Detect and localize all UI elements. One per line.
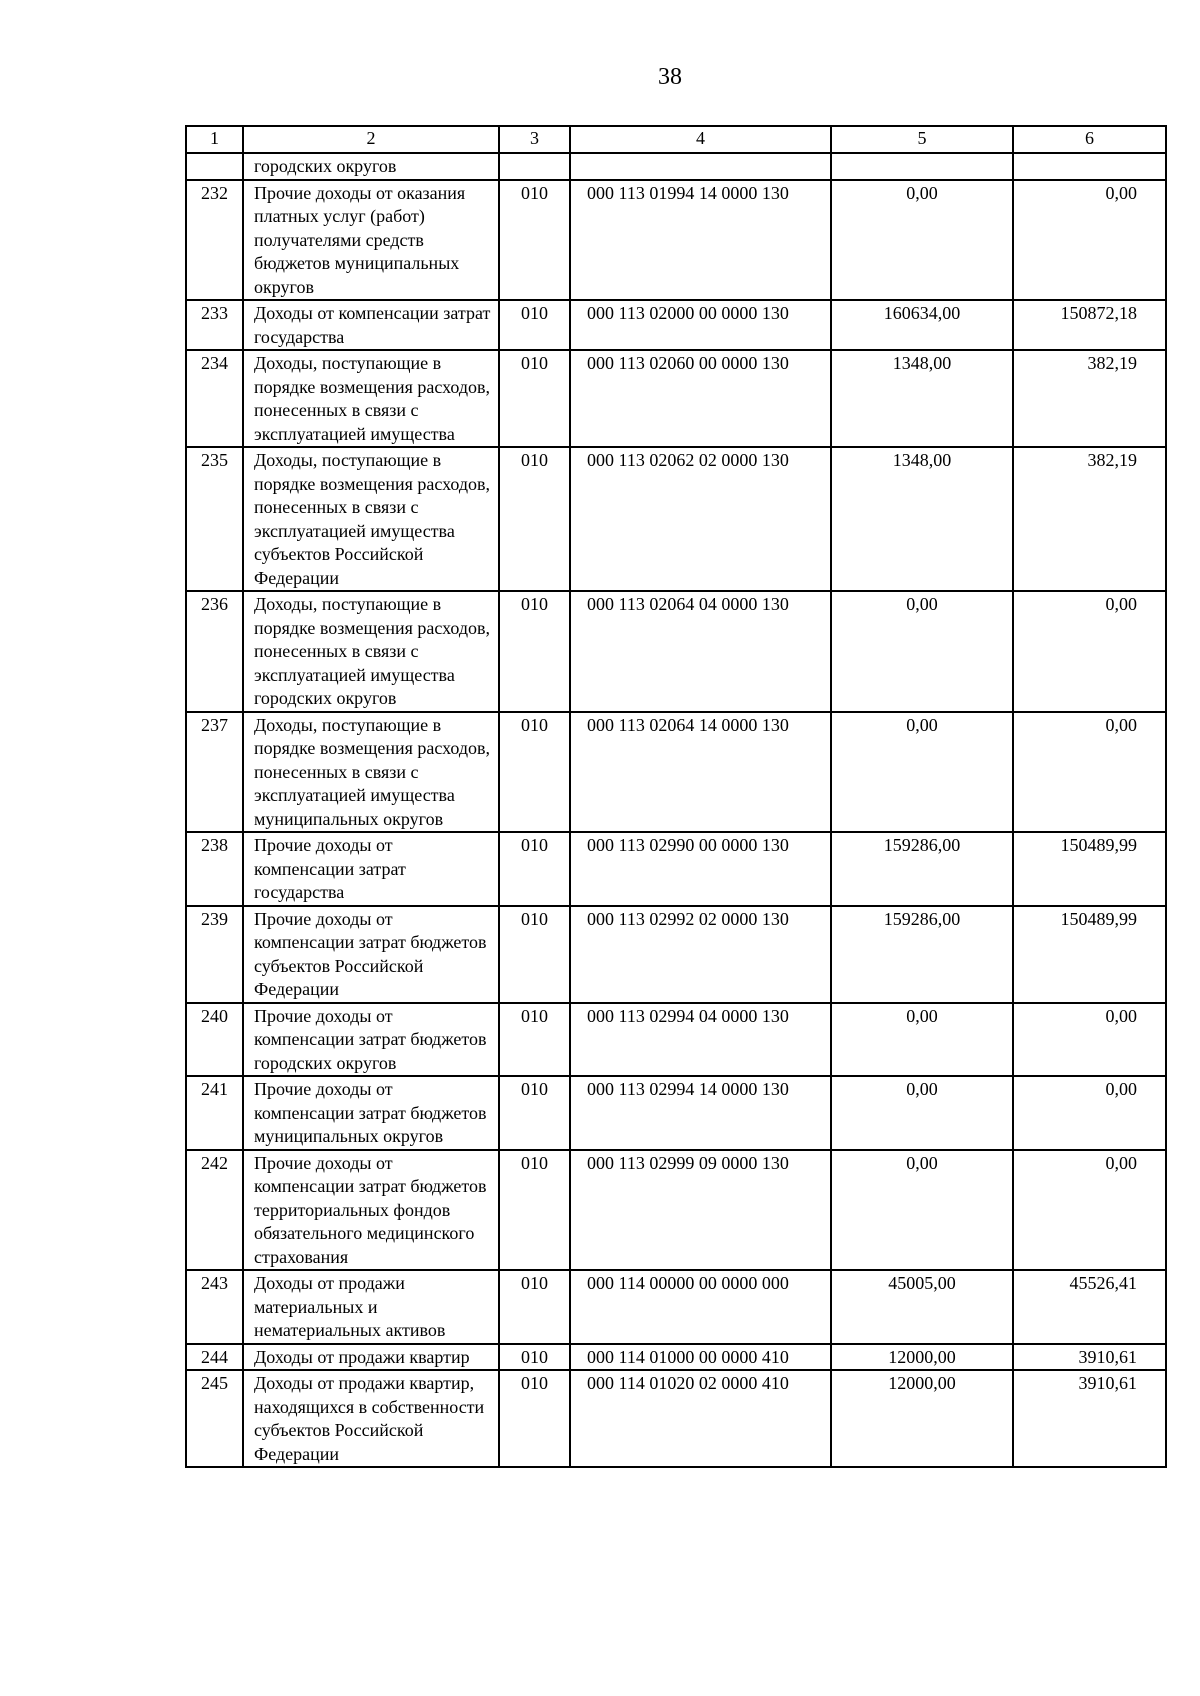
row-number: 232 [186, 180, 243, 301]
row-plan: 0,00 [831, 180, 1013, 301]
row-plan: 45005,00 [831, 1270, 1013, 1344]
row-plan: 12000,00 [831, 1370, 1013, 1467]
row-plan: 0,00 [831, 712, 1013, 833]
row-fact: 0,00 [1013, 1150, 1166, 1271]
row-code: 000 113 02994 04 0000 130 [570, 1003, 831, 1077]
table-row [186, 180, 1166, 301]
table-row [186, 1344, 1166, 1371]
row-fact [1013, 153, 1166, 180]
row-col3: 010 [499, 447, 570, 591]
table-header-row [186, 126, 1166, 153]
table-row [186, 350, 1166, 447]
revenue-table [185, 125, 1167, 1468]
row-plan: 1348,00 [831, 447, 1013, 591]
row-plan: 160634,00 [831, 300, 1013, 350]
row-plan: 0,00 [831, 1076, 1013, 1150]
row-number: 240 [186, 1003, 243, 1077]
row-col3: 010 [499, 906, 570, 1003]
table-body [186, 153, 1166, 1467]
header-col-6: 6 [1013, 126, 1166, 153]
row-fact: 0,00 [1013, 1076, 1166, 1150]
row-code: 000 113 01994 14 0000 130 [570, 180, 831, 301]
row-code: 000 113 02060 00 0000 130 [570, 350, 831, 447]
table-row [186, 712, 1166, 833]
row-name: Прочие доходы от компенсации затрат бюджетов муниципальных округов [243, 1076, 499, 1150]
row-number: 235 [186, 447, 243, 591]
row-fact: 3910,61 [1013, 1370, 1166, 1467]
row-name: Доходы, поступающие в порядке возмещения расходов, понесенных в связи с эксплуатацией имущества городских округов [243, 591, 499, 712]
row-fact: 0,00 [1013, 180, 1166, 301]
row-col3 [499, 153, 570, 180]
row-number: 242 [186, 1150, 243, 1271]
row-name: Доходы от продажи материальных и нематериальных активов [243, 1270, 499, 1344]
row-name: Доходы от продажи квартир, находящихся в собственности субъектов Российской Федерации [243, 1370, 499, 1467]
row-col3: 010 [499, 591, 570, 712]
row-code: 000 113 02062 02 0000 130 [570, 447, 831, 591]
row-number: 239 [186, 906, 243, 1003]
row-col3: 010 [499, 1003, 570, 1077]
row-name: Прочие доходы от компенсации затрат бюджетов территориальных фондов обязательного медицинского страхования [243, 1150, 499, 1271]
row-plan [831, 153, 1013, 180]
row-code: 000 113 02999 09 0000 130 [570, 1150, 831, 1271]
row-col3: 010 [499, 350, 570, 447]
row-fact: 150489,99 [1013, 832, 1166, 906]
row-code: 000 113 02994 14 0000 130 [570, 1076, 831, 1150]
row-col3: 010 [499, 1076, 570, 1150]
row-fact: 0,00 [1013, 712, 1166, 833]
row-plan: 0,00 [831, 591, 1013, 712]
row-name: Доходы, поступающие в порядке возмещения расходов, понесенных в связи с эксплуатацией имущества [243, 350, 499, 447]
table-row [186, 1150, 1166, 1271]
row-fact: 382,19 [1013, 350, 1166, 447]
header-col-4: 4 [570, 126, 831, 153]
row-col3: 010 [499, 1150, 570, 1271]
table-row [186, 300, 1166, 350]
header-col-5: 5 [831, 126, 1013, 153]
row-code [570, 153, 831, 180]
row-fact: 0,00 [1013, 1003, 1166, 1077]
row-fact: 150872,18 [1013, 300, 1166, 350]
row-number: 236 [186, 591, 243, 712]
row-number: 245 [186, 1370, 243, 1467]
row-fact: 45526,41 [1013, 1270, 1166, 1344]
row-name: Прочие доходы от компенсации затрат государства [243, 832, 499, 906]
row-code: 000 114 01000 00 0000 410 [570, 1344, 831, 1371]
row-number: 243 [186, 1270, 243, 1344]
row-plan: 0,00 [831, 1003, 1013, 1077]
row-plan: 159286,00 [831, 906, 1013, 1003]
row-number: 237 [186, 712, 243, 833]
row-number: 241 [186, 1076, 243, 1150]
table-row [186, 1003, 1166, 1077]
row-number: 244 [186, 1344, 243, 1371]
row-col3: 010 [499, 180, 570, 301]
row-plan: 12000,00 [831, 1344, 1013, 1371]
row-name: Доходы от продажи квартир [243, 1344, 499, 1371]
row-fact: 150489,99 [1013, 906, 1166, 1003]
row-name: городских округов [243, 153, 499, 180]
row-name: Прочие доходы от оказания платных услуг (работ) получателями средств бюджетов муниципальных округов [243, 180, 499, 301]
row-col3: 010 [499, 300, 570, 350]
header-col-1: 1 [186, 126, 243, 153]
table-row [186, 591, 1166, 712]
row-name: Прочие доходы от компенсации затрат бюджетов городских округов [243, 1003, 499, 1077]
row-fact: 3910,61 [1013, 1344, 1166, 1371]
table-row [186, 1370, 1166, 1467]
row-fact: 0,00 [1013, 591, 1166, 712]
row-fact: 382,19 [1013, 447, 1166, 591]
table-row [186, 447, 1166, 591]
row-col3: 010 [499, 1270, 570, 1344]
row-code: 000 113 02000 00 0000 130 [570, 300, 831, 350]
row-code: 000 113 02064 04 0000 130 [570, 591, 831, 712]
row-plan: 159286,00 [831, 832, 1013, 906]
row-number: 238 [186, 832, 243, 906]
row-code: 000 114 01020 02 0000 410 [570, 1370, 831, 1467]
row-name: Доходы, поступающие в порядке возмещения расходов, понесенных в связи с эксплуатацией имущества субъектов Российской Федерации [243, 447, 499, 591]
header-col-2: 2 [243, 126, 499, 153]
row-number: 234 [186, 350, 243, 447]
row-plan: 0,00 [831, 1150, 1013, 1271]
header-col-3: 3 [499, 126, 570, 153]
row-col3: 010 [499, 1370, 570, 1467]
row-name: Прочие доходы от компенсации затрат бюджетов субъектов Российской Федерации [243, 906, 499, 1003]
table-row [186, 832, 1166, 906]
row-name: Доходы от компенсации затрат государства [243, 300, 499, 350]
row-number [186, 153, 243, 180]
row-code: 000 113 02064 14 0000 130 [570, 712, 831, 833]
table-row [186, 1076, 1166, 1150]
row-code: 000 113 02992 02 0000 130 [570, 906, 831, 1003]
row-name: Доходы, поступающие в порядке возмещения расходов, понесенных в связи с эксплуатацией имущества муниципальных округов [243, 712, 499, 833]
row-code: 000 113 02990 00 0000 130 [570, 832, 831, 906]
row-col3: 010 [499, 1344, 570, 1371]
row-code: 000 114 00000 00 0000 000 [570, 1270, 831, 1344]
row-col3: 010 [499, 832, 570, 906]
row-col3: 010 [499, 712, 570, 833]
page-number: 38 [658, 64, 682, 90]
table-row [186, 906, 1166, 1003]
row-plan: 1348,00 [831, 350, 1013, 447]
table-row [186, 153, 1166, 180]
row-number: 233 [186, 300, 243, 350]
table-row [186, 1270, 1166, 1344]
